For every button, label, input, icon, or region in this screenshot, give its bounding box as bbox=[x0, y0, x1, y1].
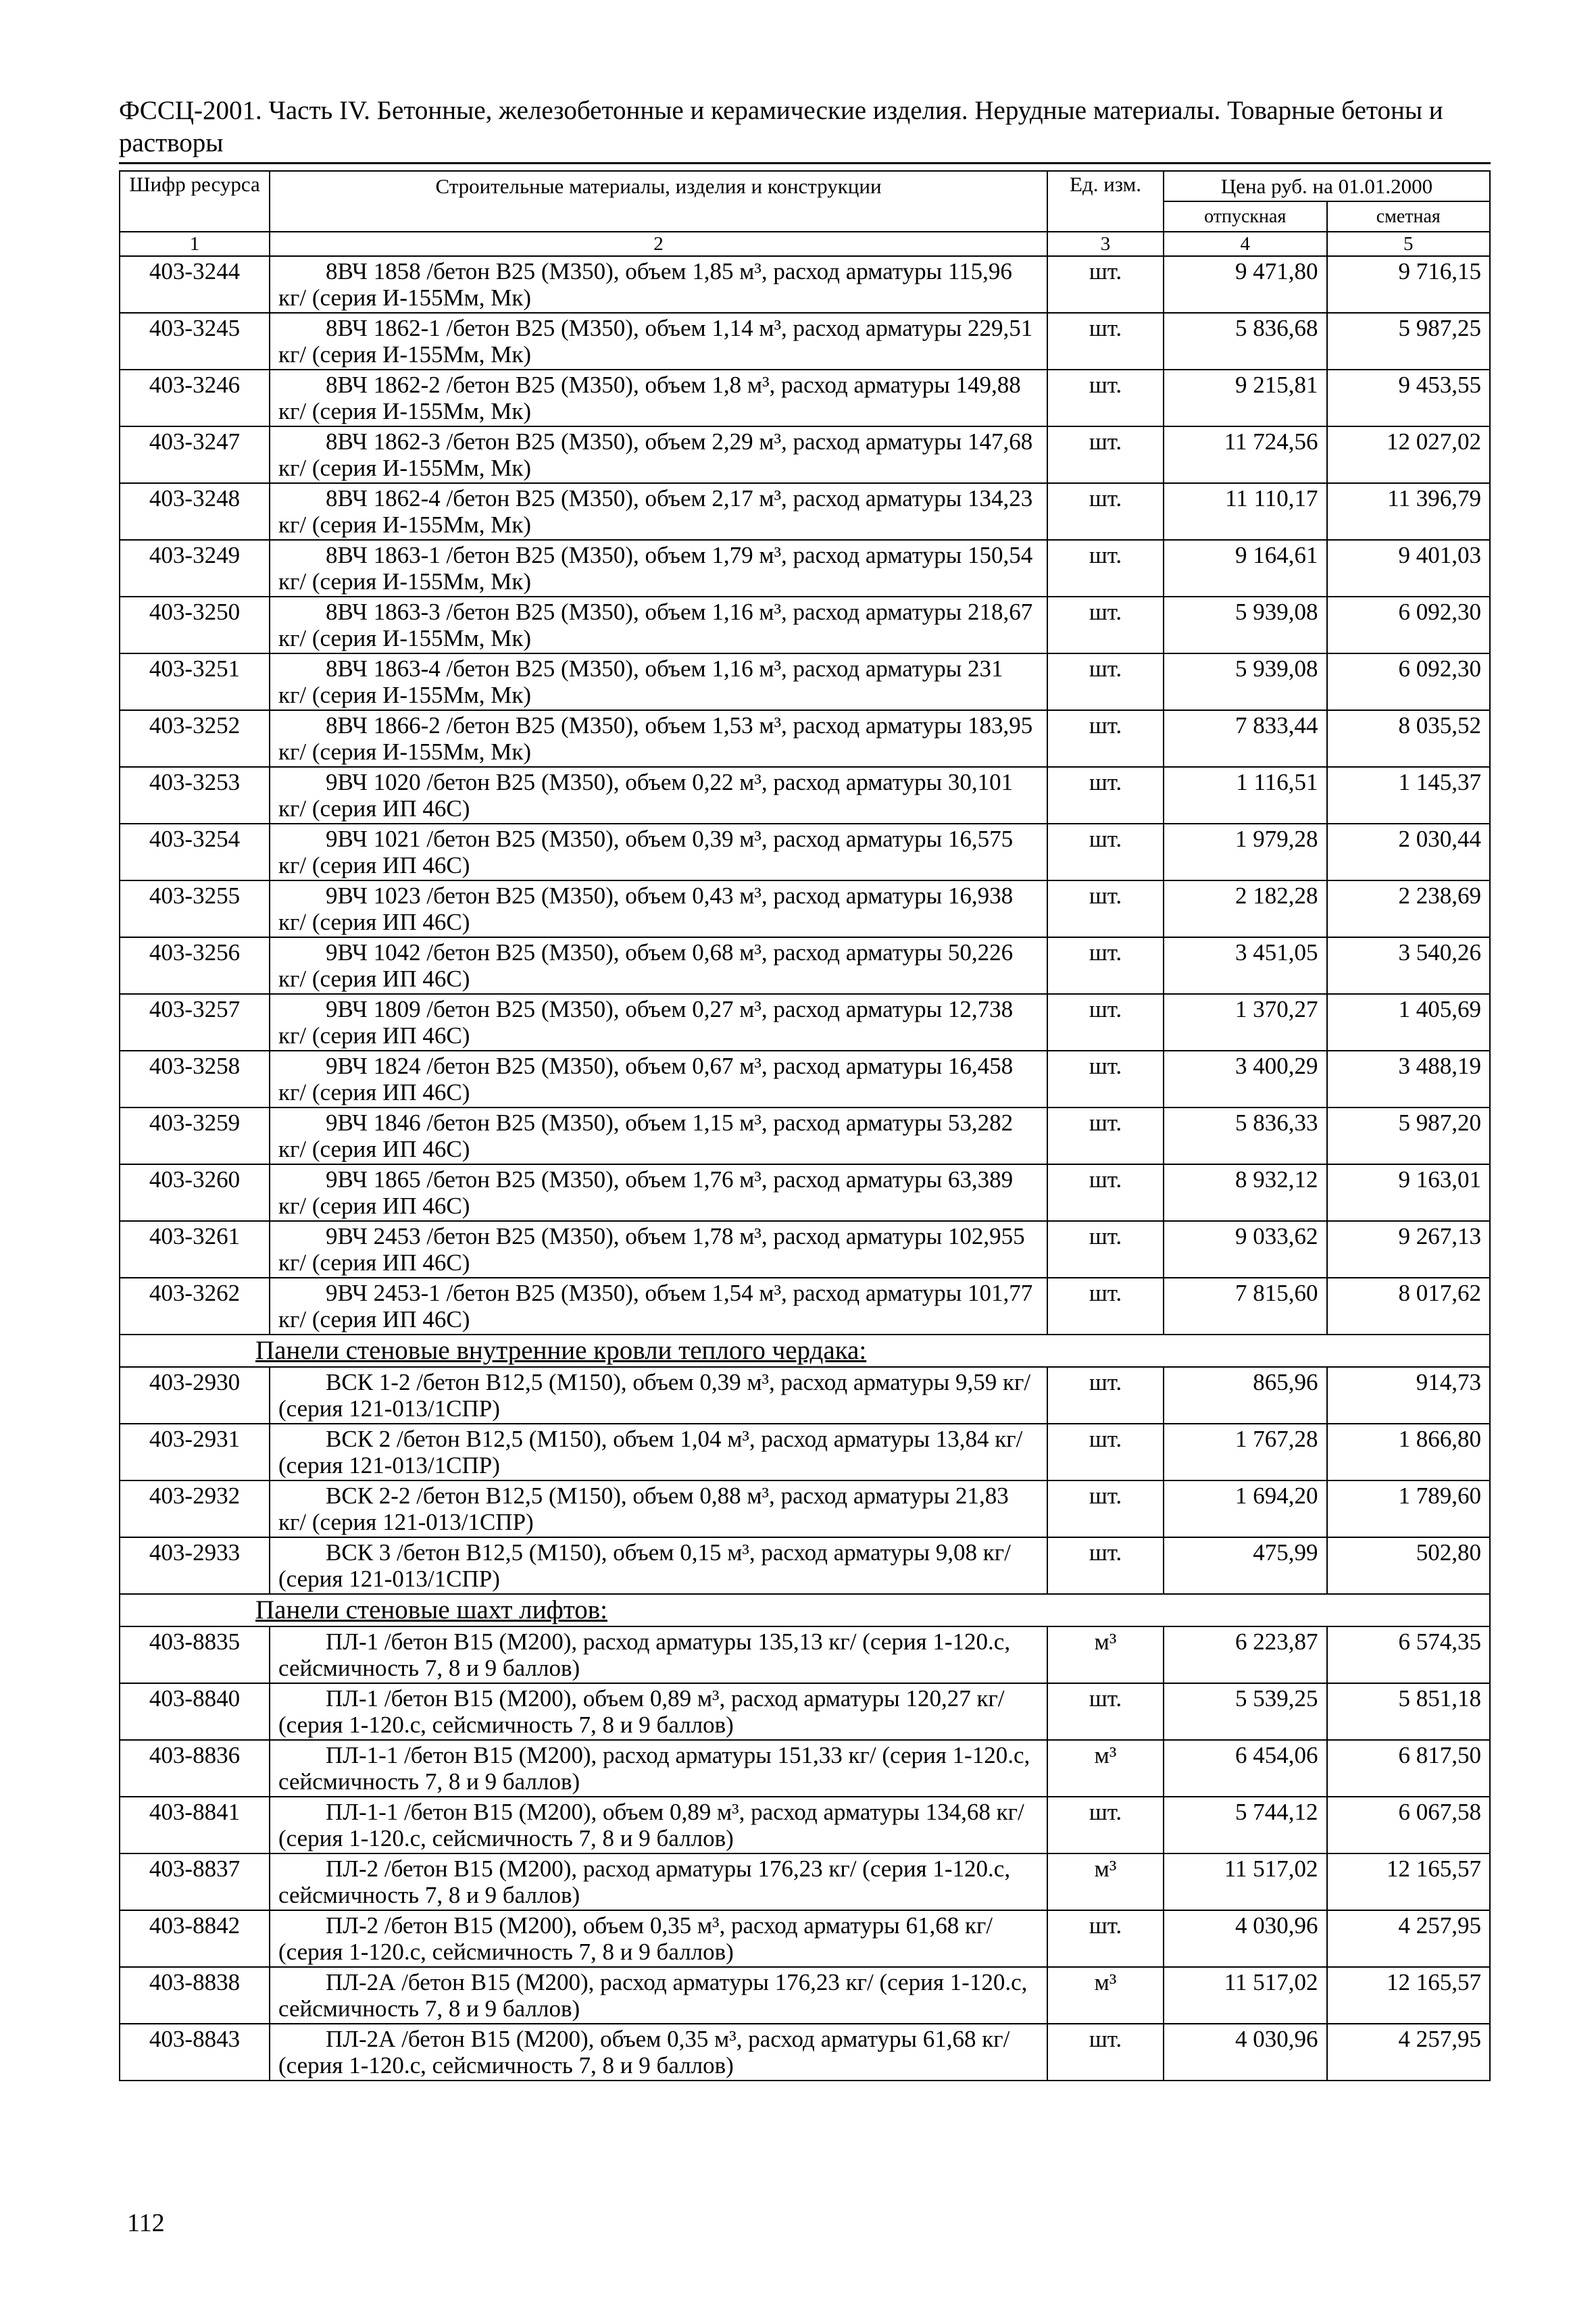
description-line: 8ВЧ 1862-2 /бетон В25 (М350), объем 1,8 м³, расход арматуры 149,88 bbox=[326, 372, 1021, 398]
resource-code: 403-8837 bbox=[120, 1853, 270, 1910]
price-estimate: 2 030,44 bbox=[1327, 824, 1491, 880]
material-description bbox=[270, 1683, 1047, 1740]
price-release: 1 370,27 bbox=[1164, 994, 1327, 1051]
unit: шт. bbox=[1047, 597, 1164, 653]
price-release: 5 744,12 bbox=[1164, 1797, 1327, 1853]
price-release: 3 451,05 bbox=[1164, 937, 1327, 994]
resource-code: 403-2932 bbox=[120, 1480, 270, 1537]
price-release: 6 223,87 bbox=[1164, 1626, 1327, 1683]
description-line: кг/ (серия И-155Мм, Мк) bbox=[278, 341, 532, 368]
price-release: 9 471,80 bbox=[1164, 256, 1327, 313]
description-line: ВСК 2-2 /бетон В12,5 (М150), объем 0,88 м³, расход арматуры 21,83 bbox=[326, 1483, 1009, 1509]
description-line: 8ВЧ 1863-4 /бетон В25 (М350), объем 1,16 м³, расход арматуры 231 bbox=[326, 655, 1003, 682]
table-row bbox=[120, 1683, 1490, 1740]
price-release: 8 932,12 bbox=[1164, 1164, 1327, 1221]
description-line: кг/ (серия ИП 46С) bbox=[278, 795, 470, 822]
material-description bbox=[270, 767, 1047, 824]
price-estimate: 6 092,30 bbox=[1327, 653, 1491, 710]
price-release: 4 030,96 bbox=[1164, 1910, 1327, 1967]
table-row bbox=[120, 880, 1490, 937]
resource-code: 403-2933 bbox=[120, 1537, 270, 1594]
description-line: ПЛ-1 /бетон В15 (М200), расход арматуры 135,13 кг/ (серия 1-120.с, bbox=[326, 1628, 1011, 1655]
material-description bbox=[270, 653, 1047, 710]
resource-code: 403-3258 bbox=[120, 1051, 270, 1107]
price-estimate: 6 574,35 bbox=[1327, 1626, 1491, 1683]
material-description bbox=[270, 540, 1047, 597]
price-estimate: 3 488,19 bbox=[1327, 1051, 1491, 1107]
unit: шт. bbox=[1047, 880, 1164, 937]
table-row bbox=[120, 597, 1490, 653]
unit: шт. bbox=[1047, 1051, 1164, 1107]
resource-code: 403-3249 bbox=[120, 540, 270, 597]
material-description bbox=[270, 880, 1047, 937]
description-line: кг/ (серия ИП 46С) bbox=[278, 909, 470, 935]
unit: шт. bbox=[1047, 1480, 1164, 1537]
price-release: 865,96 bbox=[1164, 1367, 1327, 1424]
material-description bbox=[270, 2024, 1047, 2081]
unit: шт. bbox=[1047, 994, 1164, 1051]
unit: шт. bbox=[1047, 1797, 1164, 1853]
resource-code: 403-3254 bbox=[120, 824, 270, 880]
description-line: кг/ (серия И-155Мм, Мк) bbox=[278, 284, 532, 311]
header-rule bbox=[119, 162, 1491, 164]
unit: шт. bbox=[1047, 370, 1164, 426]
description-line: ПЛ-2 /бетон В15 (М200), расход арматуры 176,23 кг/ (серия 1-120.с, bbox=[326, 1856, 1011, 1882]
description-line: сейсмичность 7, 8 и 9 баллов) bbox=[278, 1995, 580, 2022]
price-release: 11 724,56 bbox=[1164, 426, 1327, 483]
unit: шт. bbox=[1047, 937, 1164, 994]
price-release: 1 694,20 bbox=[1164, 1480, 1327, 1537]
price-release: 9 215,81 bbox=[1164, 370, 1327, 426]
table-row bbox=[120, 2024, 1490, 2081]
price-estimate: 9 716,15 bbox=[1327, 256, 1491, 313]
table-row bbox=[120, 1424, 1490, 1480]
description-line: 9ВЧ 1023 /бетон В25 (М350), объем 0,43 м³, расход арматуры 16,938 bbox=[326, 882, 1014, 909]
unit: м³ bbox=[1047, 1967, 1164, 2024]
material-description bbox=[270, 994, 1047, 1051]
price-release: 11 517,02 bbox=[1164, 1967, 1327, 2024]
material-description bbox=[270, 1278, 1047, 1335]
price-release: 9 033,62 bbox=[1164, 1221, 1327, 1278]
table-row bbox=[120, 1910, 1490, 1967]
unit: шт. bbox=[1047, 710, 1164, 767]
description-line: кг/ (серия ИП 46С) bbox=[278, 1136, 470, 1162]
description-line: ВСК 2 /бетон В12,5 (М150), объем 1,04 м³, расход арматуры 13,84 кг/ bbox=[326, 1426, 1023, 1452]
description-line: кг/ (серия ИП 46С) bbox=[278, 966, 470, 992]
price-estimate: 9 267,13 bbox=[1327, 1221, 1491, 1278]
resource-code: 403-8835 bbox=[120, 1626, 270, 1683]
price-estimate: 4 257,95 bbox=[1327, 2024, 1491, 2081]
description-line: 9ВЧ 1846 /бетон В25 (М350), объем 1,15 м³, расход арматуры 53,282 bbox=[326, 1110, 1014, 1136]
resource-code: 403-3246 bbox=[120, 370, 270, 426]
description-line: ПЛ-2А /бетон В15 (М200), расход арматуры 176,23 кг/ (серия 1-120.с, bbox=[326, 1969, 1028, 1995]
section-heading: Панели стеновые шахт лифтов: bbox=[120, 1594, 1490, 1626]
unit: шт. bbox=[1047, 653, 1164, 710]
resource-code: 403-3247 bbox=[120, 426, 270, 483]
column-number: 5 bbox=[1327, 232, 1491, 256]
description-line: кг/ (серия ИП 46С) bbox=[278, 1079, 470, 1105]
material-description bbox=[270, 1367, 1047, 1424]
description-line: 9ВЧ 1809 /бетон В25 (М350), объем 0,27 м³, расход арматуры 12,738 bbox=[326, 996, 1014, 1022]
table-row bbox=[120, 540, 1490, 597]
price-estimate: 6 067,58 bbox=[1327, 1797, 1491, 1853]
price-release: 1 767,28 bbox=[1164, 1424, 1327, 1480]
price-estimate: 1 789,60 bbox=[1327, 1480, 1491, 1537]
price-estimate: 6 817,50 bbox=[1327, 1740, 1491, 1797]
header-price-group: Цена руб. на 01.01.2000 bbox=[1164, 171, 1490, 201]
table-row bbox=[120, 1797, 1490, 1853]
resource-code: 403-3251 bbox=[120, 653, 270, 710]
table-row bbox=[120, 994, 1490, 1051]
header-code: Шифр ресурса bbox=[120, 171, 270, 232]
resource-code: 403-8840 bbox=[120, 1683, 270, 1740]
material-description bbox=[270, 824, 1047, 880]
header-price-release: отпускная bbox=[1164, 201, 1327, 232]
price-release: 7 815,60 bbox=[1164, 1278, 1327, 1335]
resource-code: 403-3248 bbox=[120, 483, 270, 540]
resource-code: 403-2931 bbox=[120, 1424, 270, 1480]
material-description bbox=[270, 313, 1047, 370]
description-line: ПЛ-2 /бетон В15 (М200), объем 0,35 м³, расход арматуры 61,68 кг/ bbox=[326, 1912, 993, 1939]
description-line: 9ВЧ 1021 /бетон В25 (М350), объем 0,39 м³, расход арматуры 16,575 bbox=[326, 826, 1014, 852]
table-row bbox=[120, 1967, 1490, 2024]
description-line: 9ВЧ 1020 /бетон В25 (М350), объем 0,22 м³, расход арматуры 30,101 bbox=[326, 769, 1014, 795]
table-row bbox=[120, 313, 1490, 370]
unit: шт. bbox=[1047, 1278, 1164, 1335]
material-description bbox=[270, 1853, 1047, 1910]
price-release: 2 182,28 bbox=[1164, 880, 1327, 937]
resource-code: 403-3244 bbox=[120, 256, 270, 313]
price-release: 5 539,25 bbox=[1164, 1683, 1327, 1740]
table-row bbox=[120, 653, 1490, 710]
description-line: 8ВЧ 1862-4 /бетон В25 (М350), объем 2,17 м³, расход арматуры 134,23 bbox=[326, 485, 1033, 512]
description-line: кг/ (серия И-155Мм, Мк) bbox=[278, 398, 532, 424]
table-row bbox=[120, 256, 1490, 313]
price-release: 1 979,28 bbox=[1164, 824, 1327, 880]
unit: шт. bbox=[1047, 1221, 1164, 1278]
price-release: 5 939,08 bbox=[1164, 597, 1327, 653]
price-release: 11 517,02 bbox=[1164, 1853, 1327, 1910]
price-release: 475,99 bbox=[1164, 1537, 1327, 1594]
table-row bbox=[120, 937, 1490, 994]
description-line: ПЛ-1 /бетон В15 (М200), объем 0,89 м³, расход арматуры 120,27 кг/ bbox=[326, 1685, 1005, 1712]
unit: м³ bbox=[1047, 1853, 1164, 1910]
resource-code: 403-3245 bbox=[120, 313, 270, 370]
resource-code: 403-8838 bbox=[120, 1967, 270, 2024]
unit: шт. bbox=[1047, 1424, 1164, 1480]
description-line: сейсмичность 7, 8 и 9 баллов) bbox=[278, 1882, 580, 1908]
material-description bbox=[270, 426, 1047, 483]
description-line: ВСК 1-2 /бетон В12,5 (М150), объем 0,39 м³, расход арматуры 9,59 кг/ bbox=[326, 1369, 1031, 1395]
price-release: 7 833,44 bbox=[1164, 710, 1327, 767]
description-line: ПЛ-2А /бетон В15 (М200), объем 0,35 м³, расход арматуры 61,68 кг/ bbox=[326, 2026, 1010, 2052]
description-line: (серия 121-013/1СПР) bbox=[278, 1566, 500, 1592]
description-line: кг/ (серия И-155Мм, Мк) bbox=[278, 512, 532, 538]
material-description bbox=[270, 1107, 1047, 1164]
price-estimate: 9 163,01 bbox=[1327, 1164, 1491, 1221]
description-line: кг/ (серия И-155Мм, Мк) bbox=[278, 625, 532, 651]
material-description bbox=[270, 1967, 1047, 2024]
header-description: Строительные материалы, изделия и конструкции bbox=[270, 171, 1047, 232]
table-row bbox=[120, 483, 1490, 540]
description-line: (серия 1-120.с, сейсмичность 7, 8 и 9 баллов) bbox=[278, 2052, 734, 2078]
table-row bbox=[120, 1853, 1490, 1910]
material-description bbox=[270, 1537, 1047, 1594]
material-description bbox=[270, 1797, 1047, 1853]
table-row bbox=[120, 1107, 1490, 1164]
description-line: кг/ (серия ИП 46С) bbox=[278, 852, 470, 878]
description-line: 9ВЧ 1042 /бетон В25 (М350), объем 0,68 м³, расход арматуры 50,226 bbox=[326, 939, 1014, 966]
table-row bbox=[120, 1221, 1490, 1278]
unit: шт. bbox=[1047, 256, 1164, 313]
material-description bbox=[270, 483, 1047, 540]
price-estimate: 2 238,69 bbox=[1327, 880, 1491, 937]
table-row bbox=[120, 767, 1490, 824]
price-estimate: 914,73 bbox=[1327, 1367, 1491, 1424]
price-estimate: 3 540,26 bbox=[1327, 937, 1491, 994]
description-line: (серия 1-120.с, сейсмичность 7, 8 и 9 баллов) bbox=[278, 1712, 734, 1738]
resource-code: 403-3250 bbox=[120, 597, 270, 653]
page-header-title: ФССЦ-2001. Часть IV. Бетонные, железобетонные и керамические изделия. Нерудные материалы. Товарные бетоны и растворы bbox=[119, 96, 1443, 157]
price-release: 5 939,08 bbox=[1164, 653, 1327, 710]
price-release: 11 110,17 bbox=[1164, 483, 1327, 540]
material-description bbox=[270, 597, 1047, 653]
price-release: 9 164,61 bbox=[1164, 540, 1327, 597]
unit: м³ bbox=[1047, 1626, 1164, 1683]
table-row bbox=[120, 1480, 1490, 1537]
resource-code: 403-8842 bbox=[120, 1910, 270, 1967]
unit: шт. bbox=[1047, 540, 1164, 597]
page-number: 112 bbox=[127, 2209, 165, 2237]
description-line: 9ВЧ 2453-1 /бетон В25 (М350), объем 1,54 м³, расход арматуры 101,77 bbox=[326, 1280, 1033, 1306]
description-line: кг/ (серия И-155Мм, Мк) bbox=[278, 682, 532, 708]
description-line: сейсмичность 7, 8 и 9 баллов) bbox=[278, 1655, 580, 1681]
table-row bbox=[120, 1626, 1490, 1683]
price-estimate: 4 257,95 bbox=[1327, 1910, 1491, 1967]
description-line: ВСК 3 /бетон В12,5 (М150), объем 0,15 м³, расход арматуры 9,08 кг/ bbox=[326, 1539, 1011, 1566]
description-line: 9ВЧ 2453 /бетон В25 (М350), объем 1,78 м³, расход арматуры 102,955 bbox=[326, 1223, 1025, 1249]
price-estimate: 11 396,79 bbox=[1327, 483, 1491, 540]
description-line: (серия 121-013/1СПР) bbox=[278, 1452, 500, 1478]
price-release: 4 030,96 bbox=[1164, 2024, 1327, 2081]
column-number-row bbox=[120, 232, 1490, 256]
column-number: 2 bbox=[270, 232, 1047, 256]
material-description bbox=[270, 1626, 1047, 1683]
price-estimate: 8 035,52 bbox=[1327, 710, 1491, 767]
description-line: 8ВЧ 1862-1 /бетон В25 (М350), объем 1,14 м³, расход арматуры 229,51 bbox=[326, 315, 1033, 341]
header-unit: Ед. изм. bbox=[1047, 171, 1164, 232]
price-estimate: 502,80 bbox=[1327, 1537, 1491, 1594]
table-row bbox=[120, 1164, 1490, 1221]
description-line: ПЛ-1-1 /бетон В15 (М200), расход арматуры 151,33 кг/ (серия 1-120.с, bbox=[326, 1742, 1030, 1768]
description-line: 8ВЧ 1858 /бетон В25 (М350), объем 1,85 м³, расход арматуры 115,96 bbox=[326, 258, 1012, 284]
description-line: (серия 1-120.с, сейсмичность 7, 8 и 9 баллов) bbox=[278, 1939, 734, 1965]
price-table bbox=[119, 170, 1491, 2081]
table-row bbox=[120, 426, 1490, 483]
unit: шт. bbox=[1047, 824, 1164, 880]
resource-code: 403-3252 bbox=[120, 710, 270, 767]
column-number: 1 bbox=[120, 232, 270, 256]
unit: шт. bbox=[1047, 2024, 1164, 2081]
material-description bbox=[270, 1480, 1047, 1537]
unit: шт. bbox=[1047, 483, 1164, 540]
header-price-estimate: сметная bbox=[1327, 201, 1491, 232]
material-description bbox=[270, 1424, 1047, 1480]
unit: шт. bbox=[1047, 426, 1164, 483]
table-row bbox=[120, 1278, 1490, 1335]
resource-code: 403-3262 bbox=[120, 1278, 270, 1335]
unit: шт. bbox=[1047, 1537, 1164, 1594]
price-estimate: 9 453,55 bbox=[1327, 370, 1491, 426]
description-line: сейсмичность 7, 8 и 9 баллов) bbox=[278, 1768, 580, 1795]
description-line: (серия 121-013/1СПР) bbox=[278, 1395, 500, 1422]
description-line: кг/ (серия ИП 46С) bbox=[278, 1193, 470, 1219]
unit: шт. bbox=[1047, 1910, 1164, 1967]
resource-code: 403-3257 bbox=[120, 994, 270, 1051]
table-row bbox=[120, 710, 1490, 767]
description-line: кг/ (серия ИП 46С) bbox=[278, 1306, 470, 1333]
material-description bbox=[270, 1740, 1047, 1797]
section-heading-row bbox=[120, 1335, 1490, 1367]
price-release: 6 454,06 bbox=[1164, 1740, 1327, 1797]
price-estimate: 12 027,02 bbox=[1327, 426, 1491, 483]
table-row bbox=[120, 370, 1490, 426]
price-estimate: 12 165,57 bbox=[1327, 1967, 1491, 2024]
description-line: 8ВЧ 1863-1 /бетон В25 (М350), объем 1,79 м³, расход арматуры 150,54 bbox=[326, 542, 1033, 568]
price-estimate: 6 092,30 bbox=[1327, 597, 1491, 653]
resource-code: 403-3253 bbox=[120, 767, 270, 824]
resource-code: 403-3259 bbox=[120, 1107, 270, 1164]
unit: м³ bbox=[1047, 1740, 1164, 1797]
unit: шт. bbox=[1047, 313, 1164, 370]
material-description bbox=[270, 1221, 1047, 1278]
price-release: 1 116,51 bbox=[1164, 767, 1327, 824]
description-line: кг/ (серия И-155Мм, Мк) bbox=[278, 739, 532, 765]
description-line: 9ВЧ 1824 /бетон В25 (М350), объем 0,67 м³, расход арматуры 16,458 bbox=[326, 1053, 1014, 1079]
price-estimate: 5 851,18 bbox=[1327, 1683, 1491, 1740]
resource-code: 403-8843 bbox=[120, 2024, 270, 2081]
material-description bbox=[270, 1051, 1047, 1107]
price-estimate: 1 145,37 bbox=[1327, 767, 1491, 824]
unit: шт. bbox=[1047, 1164, 1164, 1221]
material-description bbox=[270, 710, 1047, 767]
column-number: 3 bbox=[1047, 232, 1164, 256]
description-line: 9ВЧ 1865 /бетон В25 (М350), объем 1,76 м³, расход арматуры 63,389 bbox=[326, 1166, 1014, 1193]
price-estimate: 1 866,80 bbox=[1327, 1424, 1491, 1480]
price-estimate: 12 165,57 bbox=[1327, 1853, 1491, 1910]
price-estimate: 5 987,25 bbox=[1327, 313, 1491, 370]
unit: шт. bbox=[1047, 1683, 1164, 1740]
resource-code: 403-3256 bbox=[120, 937, 270, 994]
table-row bbox=[120, 824, 1490, 880]
table-row bbox=[120, 1537, 1490, 1594]
table-row bbox=[120, 1051, 1490, 1107]
description-line: кг/ (серия И-155Мм, Мк) bbox=[278, 568, 532, 595]
price-release: 5 836,68 bbox=[1164, 313, 1327, 370]
resource-code: 403-8841 bbox=[120, 1797, 270, 1853]
material-description bbox=[270, 1910, 1047, 1967]
description-line: кг/ (серия И-155Мм, Мк) bbox=[278, 455, 532, 481]
unit: шт. bbox=[1047, 1367, 1164, 1424]
section-heading: Панели стеновые внутренние кровли теплого чердака: bbox=[120, 1335, 1490, 1367]
description-line: кг/ (серия ИП 46С) bbox=[278, 1249, 470, 1276]
description-line: 8ВЧ 1862-3 /бетон В25 (М350), объем 2,29 м³, расход арматуры 147,68 bbox=[326, 428, 1033, 455]
price-estimate: 5 987,20 bbox=[1327, 1107, 1491, 1164]
resource-code: 403-3260 bbox=[120, 1164, 270, 1221]
description-line: кг/ (серия ИП 46С) bbox=[278, 1022, 470, 1049]
price-estimate: 9 401,03 bbox=[1327, 540, 1491, 597]
resource-code: 403-2930 bbox=[120, 1367, 270, 1424]
material-description bbox=[270, 1164, 1047, 1221]
price-estimate: 1 405,69 bbox=[1327, 994, 1491, 1051]
price-release: 5 836,33 bbox=[1164, 1107, 1327, 1164]
table-row bbox=[120, 1740, 1490, 1797]
material-description bbox=[270, 370, 1047, 426]
price-estimate: 8 017,62 bbox=[1327, 1278, 1491, 1335]
price-release: 3 400,29 bbox=[1164, 1051, 1327, 1107]
column-number: 4 bbox=[1164, 232, 1327, 256]
unit: шт. bbox=[1047, 767, 1164, 824]
material-description bbox=[270, 256, 1047, 313]
table-row bbox=[120, 1367, 1490, 1424]
section-heading-row bbox=[120, 1594, 1490, 1626]
description-line: кг/ (серия 121-013/1СПР) bbox=[278, 1509, 534, 1535]
resource-code: 403-8836 bbox=[120, 1740, 270, 1797]
material-description bbox=[270, 937, 1047, 994]
description-line: ПЛ-1-1 /бетон В15 (М200), объем 0,89 м³, расход арматуры 134,68 кг/ bbox=[326, 1799, 1024, 1825]
unit: шт. bbox=[1047, 1107, 1164, 1164]
description-line: 8ВЧ 1863-3 /бетон В25 (М350), объем 1,16 м³, расход арматуры 218,67 bbox=[326, 599, 1033, 625]
description-line: 8ВЧ 1866-2 /бетон В25 (М350), объем 1,53 м³, расход арматуры 183,95 bbox=[326, 712, 1033, 739]
resource-code: 403-3261 bbox=[120, 1221, 270, 1278]
description-line: (серия 1-120.с, сейсмичность 7, 8 и 9 баллов) bbox=[278, 1825, 734, 1851]
resource-code: 403-3255 bbox=[120, 880, 270, 937]
